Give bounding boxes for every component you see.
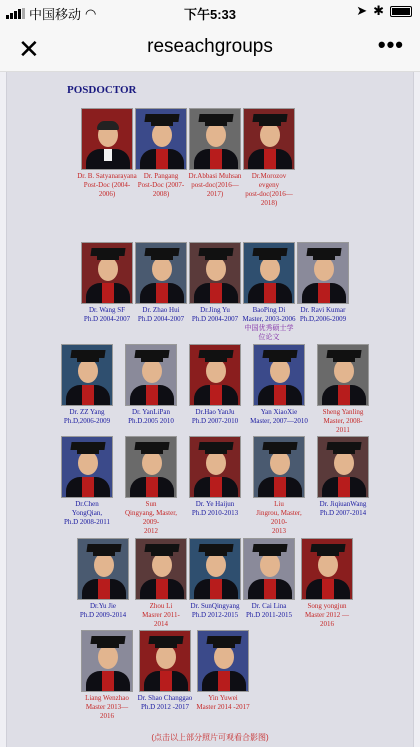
- caption-line: Post-Doc (2004-2006): [83, 181, 131, 198]
- caption-line: 2018): [260, 199, 278, 207]
- wifi-icon: ◠: [85, 5, 97, 21]
- caption-line: Post-Doc (2007-: [137, 181, 185, 189]
- person-caption: [293, 306, 353, 324]
- caption-line: Dr. Ravi Kumar: [300, 306, 346, 314]
- close-icon[interactable]: ✕: [18, 34, 40, 64]
- person-caption: [73, 602, 133, 620]
- caption-line: Master 2014 -2017: [196, 703, 250, 711]
- person-photo[interactable]: [243, 538, 295, 600]
- caption-line: Ph.D 2004-2007: [83, 315, 131, 323]
- clock: 下午5:33: [183, 7, 237, 22]
- battery-icon: [390, 6, 412, 17]
- caption-line: Dr. Zhao Hui: [142, 306, 180, 314]
- caption-line: Ph.D 2004-2007: [191, 315, 239, 323]
- person-caption: [135, 694, 195, 712]
- caption-line: post-doc(2016—: [191, 181, 239, 189]
- caption-line: Song yongjun: [307, 602, 347, 610]
- caption-line: Dr.Chen: [75, 500, 99, 508]
- bluetooth-icon: ✱: [373, 3, 384, 18]
- person-card[interactable]: [249, 344, 309, 426]
- caption-line: Dr. ZZ Yang: [69, 408, 105, 416]
- person-photo[interactable]: [135, 538, 187, 600]
- carrier-label: 中国移动: [29, 7, 82, 22]
- caption-line: Ph.D 2010-2013: [191, 509, 239, 517]
- person-photo[interactable]: [189, 242, 241, 304]
- section-heading: POSDOCTOR: [67, 84, 137, 96]
- person-photo[interactable]: [81, 242, 133, 304]
- person-caption: [131, 602, 191, 629]
- person-card[interactable]: [239, 108, 299, 208]
- person-caption: [185, 408, 245, 426]
- caption-line: Ph.D 2012 -2017: [140, 703, 190, 711]
- caption-line: Dr. YanLiPan: [132, 408, 170, 416]
- caption-line: 2016: [320, 620, 334, 628]
- caption-line: Master, 2003-2006: [242, 315, 296, 323]
- caption-line: 2008): [152, 190, 170, 198]
- caption-line: Dr. Pangang: [143, 172, 179, 180]
- person-photo[interactable]: [301, 538, 353, 600]
- caption-line: Ph.D 2012-2015: [191, 611, 239, 619]
- person-caption: [131, 172, 191, 199]
- person-photo[interactable]: [125, 344, 177, 406]
- person-caption: [239, 602, 299, 620]
- person-card[interactable]: [77, 108, 137, 199]
- person-card[interactable]: [239, 242, 299, 342]
- person-photo[interactable]: [317, 436, 369, 498]
- caption-line: Dr.Hao YanJu: [195, 408, 235, 416]
- caption-line: Ph.D 2008-2011: [63, 518, 111, 526]
- person-photo[interactable]: [61, 344, 113, 406]
- caption-line: Ph.D 2004-2007: [137, 315, 185, 323]
- caption-line: Dr. Ye Haijun: [195, 500, 235, 508]
- person-card[interactable]: [131, 242, 191, 324]
- person-card[interactable]: [313, 344, 373, 435]
- caption-line: Dr. Shao Changgao: [137, 694, 193, 702]
- person-card[interactable]: [297, 538, 357, 629]
- person-caption: [249, 408, 309, 426]
- person-caption: [249, 500, 309, 536]
- person-photo[interactable]: [197, 630, 249, 692]
- person-caption: [131, 306, 191, 324]
- person-photo[interactable]: [189, 538, 241, 600]
- person-card[interactable]: [57, 344, 117, 426]
- person-photo[interactable]: [135, 108, 187, 170]
- person-card[interactable]: [77, 630, 137, 721]
- caption-line: Dr.Yu Jie: [89, 602, 117, 610]
- caption-line: 2012: [144, 527, 158, 535]
- person-card[interactable]: [249, 436, 309, 536]
- person-card[interactable]: [121, 436, 181, 536]
- person-caption: [77, 694, 137, 721]
- caption-line: Dr. SunQingyang: [190, 602, 240, 610]
- person-photo[interactable]: [189, 344, 241, 406]
- person-card[interactable]: [239, 538, 299, 620]
- caption-line: Ph.D 2007-2010: [191, 417, 239, 425]
- caption-line: Dr. Cai Lina: [251, 602, 287, 610]
- person-caption: [239, 172, 299, 208]
- caption-line: Masrer 2011-: [142, 611, 180, 619]
- caption-line: Dr. B. Satyanarayana: [77, 172, 137, 180]
- person-card[interactable]: [185, 538, 245, 620]
- person-card[interactable]: [77, 242, 137, 324]
- person-photo[interactable]: [81, 630, 133, 692]
- person-caption: [313, 408, 373, 435]
- person-caption: [121, 500, 181, 536]
- person-card[interactable]: [293, 242, 353, 324]
- caption-line: evgeny: [258, 181, 280, 189]
- caption-line: 中国优秀硕士学: [244, 324, 294, 332]
- person-photo[interactable]: [135, 242, 187, 304]
- caption-line: 2014: [154, 620, 168, 628]
- caption-line: Liang Wenzhao: [85, 694, 129, 702]
- person-photo[interactable]: [189, 436, 241, 498]
- person-caption: [239, 306, 299, 342]
- person-photo[interactable]: [243, 242, 295, 304]
- footer-note: (点击以上部分照片可观看合影图): [151, 733, 269, 742]
- caption-line: Ph.D 2009-2014: [79, 611, 127, 619]
- location-icon: ➤: [356, 3, 368, 18]
- person-card[interactable]: [131, 538, 191, 629]
- caption-line: Master, 2007—2010: [250, 417, 308, 425]
- caption-line: Ph.D,2006-2009: [63, 417, 111, 425]
- person-card[interactable]: [135, 630, 195, 712]
- caption-line: Master, 2008-: [323, 417, 363, 425]
- more-options-icon[interactable]: •••: [377, 32, 404, 57]
- person-photo[interactable]: [77, 538, 129, 600]
- person-photo[interactable]: [297, 242, 349, 304]
- person-card[interactable]: [185, 436, 245, 518]
- person-card[interactable]: [193, 630, 253, 712]
- caption-line: Ph.D.2005 2010: [128, 417, 174, 425]
- caption-line: post-doc(2016—: [245, 190, 293, 198]
- person-caption: [77, 306, 137, 324]
- person-card[interactable]: [185, 242, 245, 324]
- person-card[interactable]: [185, 108, 245, 199]
- caption-line: 位论文: [258, 333, 280, 341]
- person-photo[interactable]: [81, 108, 133, 170]
- status-bar: [0, 0, 420, 22]
- caption-line: Sun: [145, 500, 157, 508]
- person-photo[interactable]: [139, 630, 191, 692]
- caption-line: 2017): [206, 190, 224, 198]
- caption-line: Dr.Jing Yu: [200, 306, 230, 314]
- caption-line: Ph.D 2007-2014: [319, 509, 367, 517]
- caption-line: Sheng Yanling: [322, 408, 364, 416]
- caption-line: BaoPing Di: [252, 306, 286, 314]
- person-caption: [77, 172, 137, 199]
- person-card[interactable]: [121, 344, 181, 426]
- person-card[interactable]: [185, 344, 245, 426]
- caption-line: 2016: [100, 712, 114, 720]
- caption-line: Qingyang, Master, 2009-: [124, 509, 177, 526]
- person-caption: [185, 602, 245, 620]
- person-caption: [297, 602, 357, 629]
- content-page: [6, 72, 414, 747]
- caption-line: Dr.Abbasi Muhsan: [188, 172, 242, 180]
- person-caption: [313, 500, 373, 518]
- person-caption: [121, 408, 181, 426]
- caption-line: 2011: [336, 426, 350, 434]
- person-caption: [57, 408, 117, 426]
- person-photo[interactable]: [243, 108, 295, 170]
- caption-line: Yan XiaoXie: [260, 408, 298, 416]
- person-photo[interactable]: [189, 108, 241, 170]
- person-caption: [185, 172, 245, 199]
- person-card[interactable]: [313, 436, 373, 518]
- person-caption: [57, 500, 117, 527]
- person-photo[interactable]: [61, 436, 113, 498]
- caption-line: Liu: [274, 500, 284, 508]
- caption-line: Master 2012 —: [305, 611, 349, 619]
- caption-line: 2013: [272, 527, 286, 535]
- caption-line: Jingrou, Master, 2010-: [256, 509, 302, 526]
- caption-line: Yin Yuwei: [208, 694, 238, 702]
- caption-line: Dr. JiqiuanWang: [319, 500, 367, 508]
- person-photo[interactable]: [125, 436, 177, 498]
- caption-line: YongQian,: [71, 509, 103, 517]
- page-title: reseachgroups: [147, 36, 273, 57]
- person-photo[interactable]: [253, 344, 305, 406]
- person-caption: [193, 694, 253, 712]
- person-card[interactable]: [57, 436, 117, 527]
- person-photo[interactable]: [253, 436, 305, 498]
- caption-line: Dr. Wang SF: [88, 306, 126, 314]
- caption-line: Zhou Li: [149, 602, 173, 610]
- person-caption: [185, 306, 245, 324]
- nav-bar: [0, 22, 420, 72]
- caption-line: Ph.D,2006-2009: [299, 315, 347, 323]
- caption-line: Ph.D 2011-2015: [245, 611, 293, 619]
- person-card[interactable]: [131, 108, 191, 199]
- person-card[interactable]: [73, 538, 133, 620]
- person-caption: [185, 500, 245, 518]
- caption-line: Master 2013—: [85, 703, 129, 711]
- caption-line: Dr.Morozov: [251, 172, 287, 180]
- person-photo[interactable]: [317, 344, 369, 406]
